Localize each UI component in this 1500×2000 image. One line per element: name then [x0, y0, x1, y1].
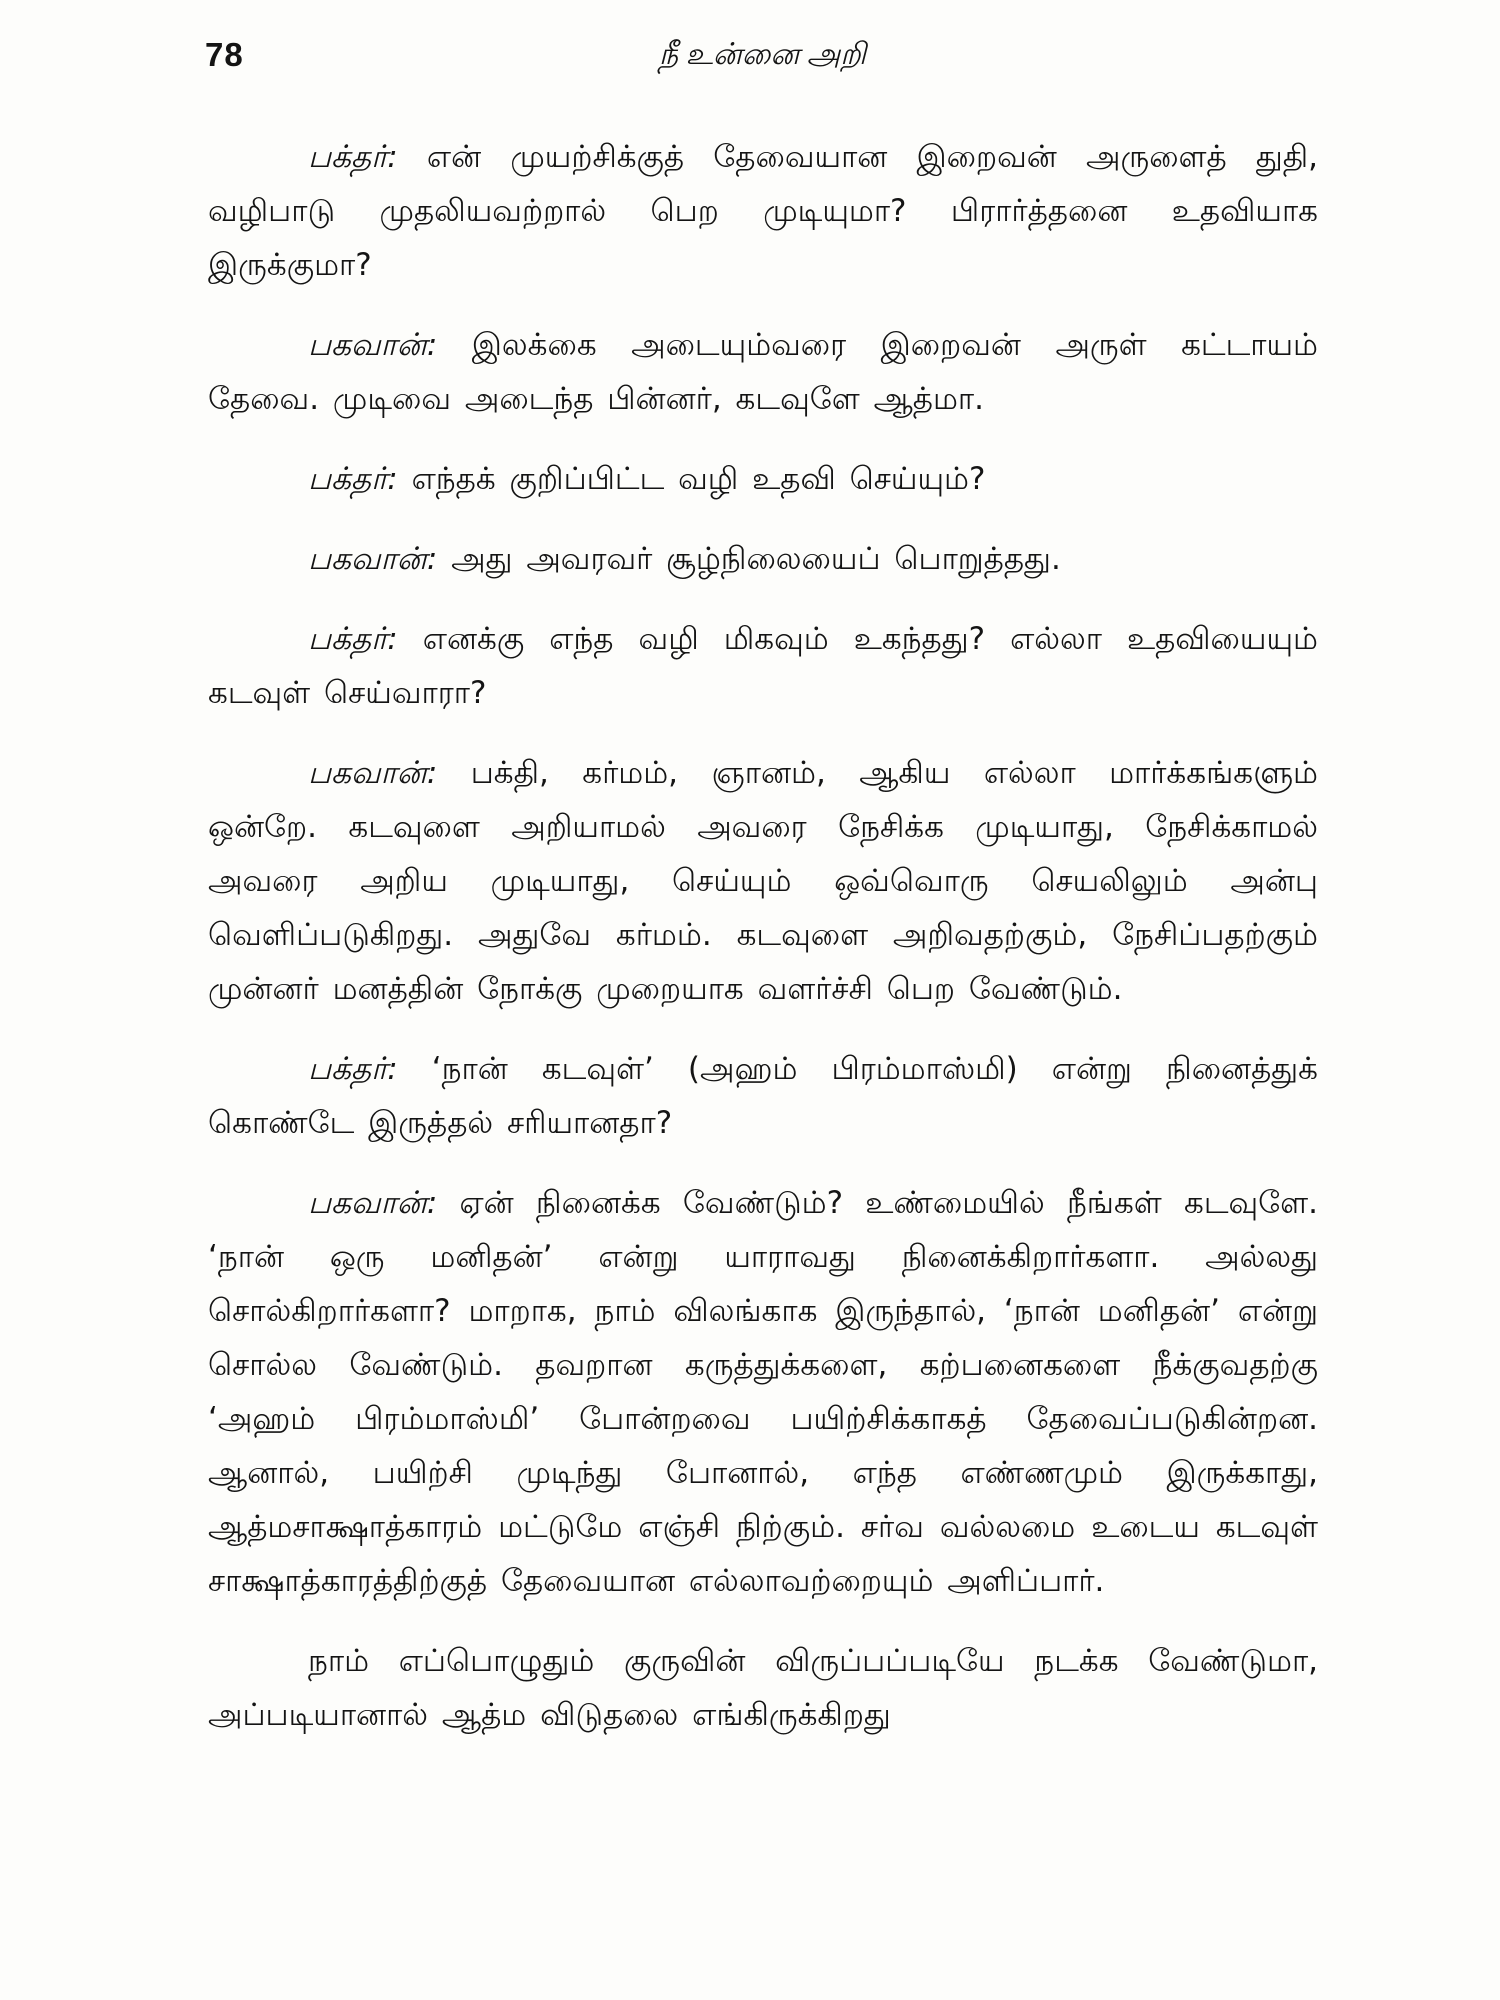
dialogue-paragraph: [208, 1042, 1318, 1150]
paragraph-text: நாம் எப்பொழுதும் குருவின் விருப்பப்படியே நடக்க வேண்டுமா, அப்படியானால் ஆத்ம விடுதலை எங்கிருக்கிறது: [208, 1643, 1318, 1733]
dialogue-paragraph: [208, 452, 1318, 506]
paragraph-text: எனக்கு எந்த வழி மிகவும் உகந்தது? எல்லா உதவியையும் கடவுள் செய்வாரா?: [208, 621, 1318, 711]
body-text: [208, 130, 1318, 1768]
paragraph-text: அது அவரவர் சூழ்நிலையைப் பொறுத்தது.: [451, 541, 1061, 577]
paragraph-text: ஏன் நினைக்க வேண்டும்? உண்மையில் நீங்கள் கடவுளே. ‘நான் ஒரு மனிதன்’ என்று யாராவது நினைக்கிறார்களா. அல்லது சொல்கிறார்களா? மாறாக, நாம் விலங்காக இருந்தால், ‘நான் மனிதன்’ என்று சொல்ல வேண்டும். தவறான கருத்துக்களை, கற்பனைகளை நீக்குவதற்கு ‘அஹம் பிரம்மாஸ்மி’ போன்றவை பயிற்சிக்காகத் தேவைப்படுகின்றன. ஆனால், பயிற்சி முடிந்து போனால், எந்த எண்ணமும் இருக்காது, ஆத்மசாக்ஷாத்காரம் மட்டுமே எஞ்சி நிற்கும். சர்வ வல்லமை உடைய கடவுள் சாக்ஷாத்காரத்திற்குத் தேவையான எல்லாவற்றையும் அளிப்பார்.: [208, 1185, 1318, 1599]
paragraph-text: பக்தி, கர்மம், ஞானம், ஆகிய எல்லா மார்க்கங்களும் ஒன்றே. கடவுளை அறியாமல் அவரை நேசிக்க முடியாது, நேசிக்காமல் அவரை அறிய முடியாது, செய்யும் ஒவ்வொரு செயலிலும் அன்பு வெளிப்படுகிறது. அதுவே கர்மம். கடவுளை அறிவதற்கும், நேசிப்பதற்கும் முன்னர் மனத்தின் நோக்கு முறையாக வளர்ச்சி பெற வேண்டும்.: [208, 755, 1319, 1007]
dialogue-paragraph: [208, 746, 1318, 1016]
speaker-label: பக்தர்:: [308, 621, 398, 657]
dialogue-paragraph: [208, 612, 1318, 720]
speaker-label: பகவான்:: [308, 327, 438, 363]
narrative-paragraph: [208, 1634, 1318, 1742]
book-title: நீ உன்னை அறி: [658, 38, 867, 71]
dialogue-paragraph: [208, 130, 1318, 292]
paragraph-text: எந்தக் குறிப்பிட்ட வழி உதவி செய்யும்?: [411, 461, 986, 497]
paragraph-text: என் முயற்சிக்குத் தேவையான இறைவன் அருளைத் துதி, வழிபாடு முதலியவற்றால் பெற முடியுமா? பிரார்த்தனை உதவியாக இருக்குமா?: [208, 139, 1319, 283]
speaker-label: பக்தர்:: [308, 461, 398, 497]
dialogue-paragraph: [208, 1176, 1318, 1608]
speaker-label: பகவான்:: [308, 541, 438, 577]
speaker-label: பக்தர்:: [308, 1051, 398, 1087]
running-header: [205, 36, 1320, 86]
paragraph-text: ‘நான் கடவுள்’ (அஹம் பிரம்மாஸ்மி) என்று நினைத்துக் கொண்டே இருத்தல் சரியானதா?: [208, 1051, 1318, 1141]
speaker-label: பகவான்:: [308, 1185, 438, 1221]
speaker-label: பகவான்:: [308, 755, 438, 791]
dialogue-paragraph: [208, 318, 1318, 426]
dialogue-paragraph: [208, 532, 1318, 586]
page-number: 78: [205, 36, 244, 73]
paragraph-text: இலக்கை அடையும்வரை இறைவன் அருள் கட்டாயம் தேவை. முடிவை அடைந்த பின்னர், கடவுளே ஆத்மா.: [208, 327, 1318, 417]
speaker-label: பக்தர்:: [308, 139, 398, 175]
